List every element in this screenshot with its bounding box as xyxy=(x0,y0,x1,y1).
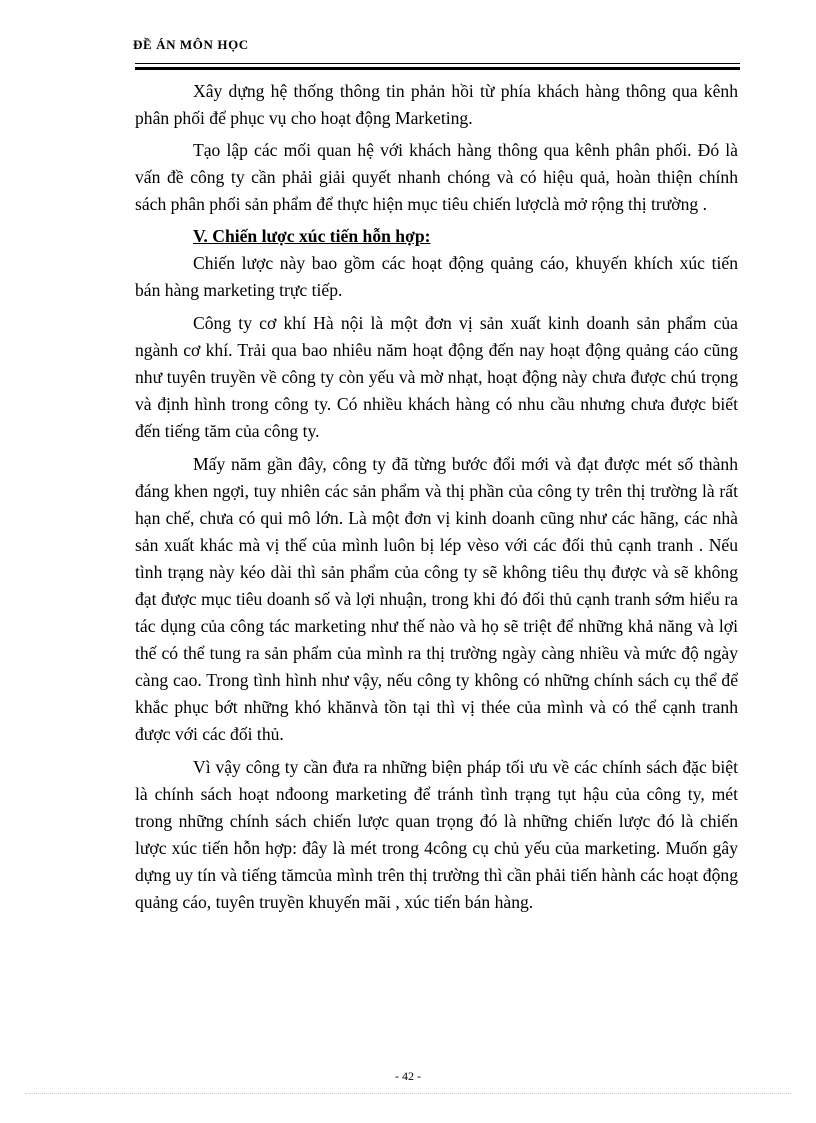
page-number: - 42 - xyxy=(395,1069,421,1083)
paragraph-strategy-intro: Chiến lược này bao gồm các hoạt động quảng cáo, khuyến khích xúc tiến bán hàng marketing trực tiếp. xyxy=(135,253,738,300)
paragraph-conclusion: Vì vậy công ty cần đưa ra những biện pháp tối ưu về các chính sách đặc biệt là chính sách hoạt nđoong marketing để tránh tình trạng tụt hậu của công ty, mét trong những chính sách chiến lược quan trọng đó là những chiến lược đó là chiến lược xúc tiến hỗn hợp: đây là mét trong 4công cụ chủ yếu của marketing. Muốn gây dựng uy tín và tiếng tămcủa mình trên thị trường thì cần phải tiến hành các hoạt động quảng cáo, tuyên truyền khuyến mãi , xúc tiến bán hàng. xyxy=(135,757,738,912)
paragraph-recent-years: Mấy năm gần đây, công ty đã từng bước đổi mới và đạt được mét số thành đáng khen ngợi, tuy nhiên các sản phẩm và thị phần của công ty trên thị trường là rất hạn chế, chưa có qui mô lớn. Là một đơn vị kinh doanh cũng như các hãng, các nhà sản xuất khác mà vị thế của mình luôn bị lép vèso với các đối thủ cạnh tranh . Nếu tình trạng này kéo dài thì sản phẩm của công ty sẽ không tiêu thụ được và sẽ không đạt được mục tiêu doanh số và lợi nhuận, trong khi đó đối thủ cạnh tranh sớm hiểu ra tác dụng của công tác marketing như thế nào và họ sẽ triệt để những khả năng và lợi thế có thể tung ra sản phẩm của mình ra thị trường ngày càng nhiều và mức độ ngày càng cao. Trong tình hình như vậy, nếu công ty không có những chính sách cụ thể để khắc phục bớt những khó khănvà tồn tại thì vị thée của mình và có thể cạnh tranh được với các đối thủ. xyxy=(135,454,738,744)
header-divider-thick xyxy=(135,67,740,70)
section-heading: V. Chiến lược xúc tiến hỗn hợp: xyxy=(193,226,431,246)
header-divider-thin xyxy=(135,63,740,64)
footer-divider xyxy=(25,1093,791,1094)
paragraph-feedback-system: Xây dựng hệ thống thông tin phản hồi từ phía khách hàng thông qua kênh phân phối để phục vụ cho hoạt động Marketing. xyxy=(135,81,738,128)
paragraph-company-background: Công ty cơ khí Hà nội là một đơn vị sản xuất kinh doanh sản phẩm của ngành cơ khí. Trải qua bao nhiêu năm hoạt động đến nay hoạt động quảng cáo cũng như tuyên truyền về công ty còn yếu và mờ nhạt, hoạt động này chưa được chú trọng và định hình trong công ty. Có nhiều khách hàng có nhu cầu nhưng chưa được biết đến tiếng tăm của công ty. xyxy=(135,313,738,441)
document-body xyxy=(135,78,738,916)
header-title: ĐỀ ÁN MÔN HỌC xyxy=(133,37,249,52)
paragraph-customer-relations: Tạo lập các mối quan hệ với khách hàng thông qua kênh phân phối. Đó là vấn đề công ty cần phải giải quyết nhanh chóng và có hiệu quả, hoàn thiện chính sách phân phối sản phẩm để thực hiện mục tiêu chiến lượclà mở rộng thị trường . xyxy=(135,140,738,214)
